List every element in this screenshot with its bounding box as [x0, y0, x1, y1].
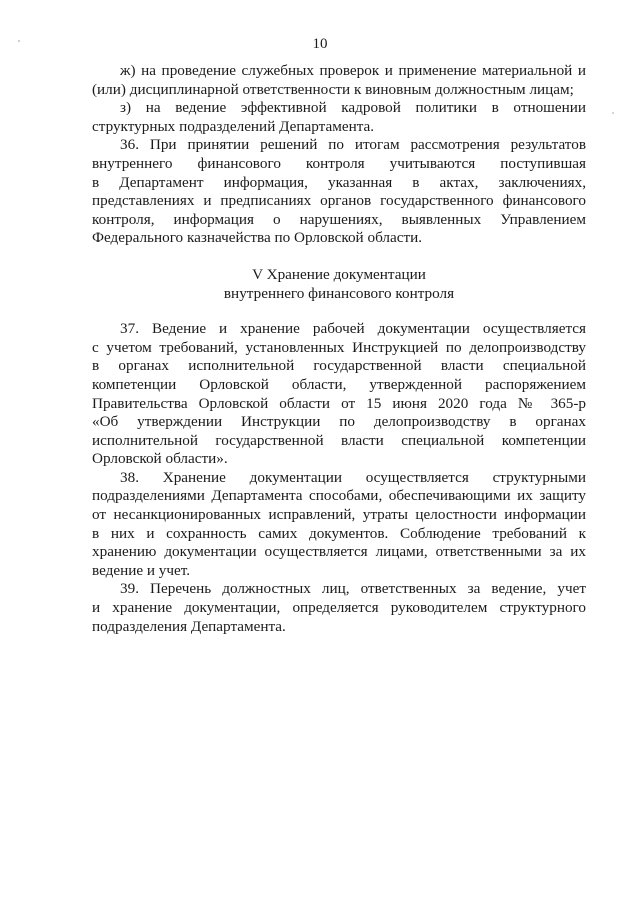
text-line: Орловской области».: [92, 450, 228, 468]
paragraph-item-39: [92, 580, 586, 636]
text-line: представлениях и предписаниях органов государственного финансового: [92, 192, 586, 210]
text-line: Правительства Орловской области от 15 июня 2020 года № 365-р: [92, 394, 586, 412]
document-body: [92, 62, 586, 636]
section-heading: [92, 266, 586, 303]
text-line: с учетом требований, установленных Инструкцией по делопроизводству: [92, 338, 586, 356]
text-line: в Департамент информация, указанная в актах, заключениях,: [92, 173, 586, 191]
paragraph-item-z: [92, 99, 586, 136]
text-line: Федерального казначейства по Орловской области.: [92, 229, 423, 247]
text-line: 36. При принятии решений по итогам рассмотрения результатов: [120, 136, 586, 154]
paragraph-item-zh: [92, 62, 586, 99]
text-line: в органах исполнительной государственной власти специальной: [92, 357, 586, 375]
text-line: компетенции Орловской области, утвержденной распоряжением: [92, 375, 586, 393]
text-line: структурных подразделений Департамента.: [92, 117, 375, 135]
scan-speck: [612, 112, 614, 114]
text-line: 39. Перечень должностных лиц, ответственных за ведение, учет: [120, 580, 586, 598]
text-line: (или) дисциплинарной ответственности к виновным должностным лицам;: [92, 80, 574, 98]
text-line: в них и сохранность самих документов. Соблюдение требований к: [92, 524, 586, 542]
page-number: 10: [312, 36, 328, 52]
text-line: «Об утверждении Инструкции по делопроизводству в органах: [92, 413, 586, 431]
text-line: подразделения Департамента.: [92, 617, 286, 635]
text-line: хранению документации осуществляется лицами, ответственными за их: [92, 543, 586, 561]
text-line: внутреннего финансового контроля учитываются поступившая: [92, 154, 586, 172]
text-line: ж) на проведение служебных проверок и применение материальной и: [120, 62, 586, 79]
paragraph-item-37: [92, 320, 586, 469]
text-line: и хранение документации, определяется руководителем структурного: [92, 599, 586, 617]
section-heading-subtitle: внутреннего финансового контроля: [223, 284, 455, 302]
text-line: з) на ведение эффективной кадровой политики в отношении: [120, 99, 586, 117]
text-line: ведение и учет.: [92, 561, 191, 579]
text-line: 37. Ведение и хранение рабочей документации осуществляется: [120, 320, 586, 338]
section-heading-title: V Хранение документации: [252, 265, 426, 283]
text-line: от несанкционированных исправлений, утраты целостности информации: [92, 506, 586, 524]
paragraph-item-36: [92, 136, 586, 248]
paragraph-item-38: [92, 469, 586, 581]
text-line: контроля, информация о нарушениях, выявленных Управлением: [92, 210, 586, 228]
text-line: исполнительной государственной власти специальной компетенции: [92, 431, 586, 449]
text-line: 38. Хранение документации осуществляется структурными: [120, 468, 586, 486]
text-line: подразделениями Департамента способами, обеспечивающими их защиту: [92, 487, 586, 505]
